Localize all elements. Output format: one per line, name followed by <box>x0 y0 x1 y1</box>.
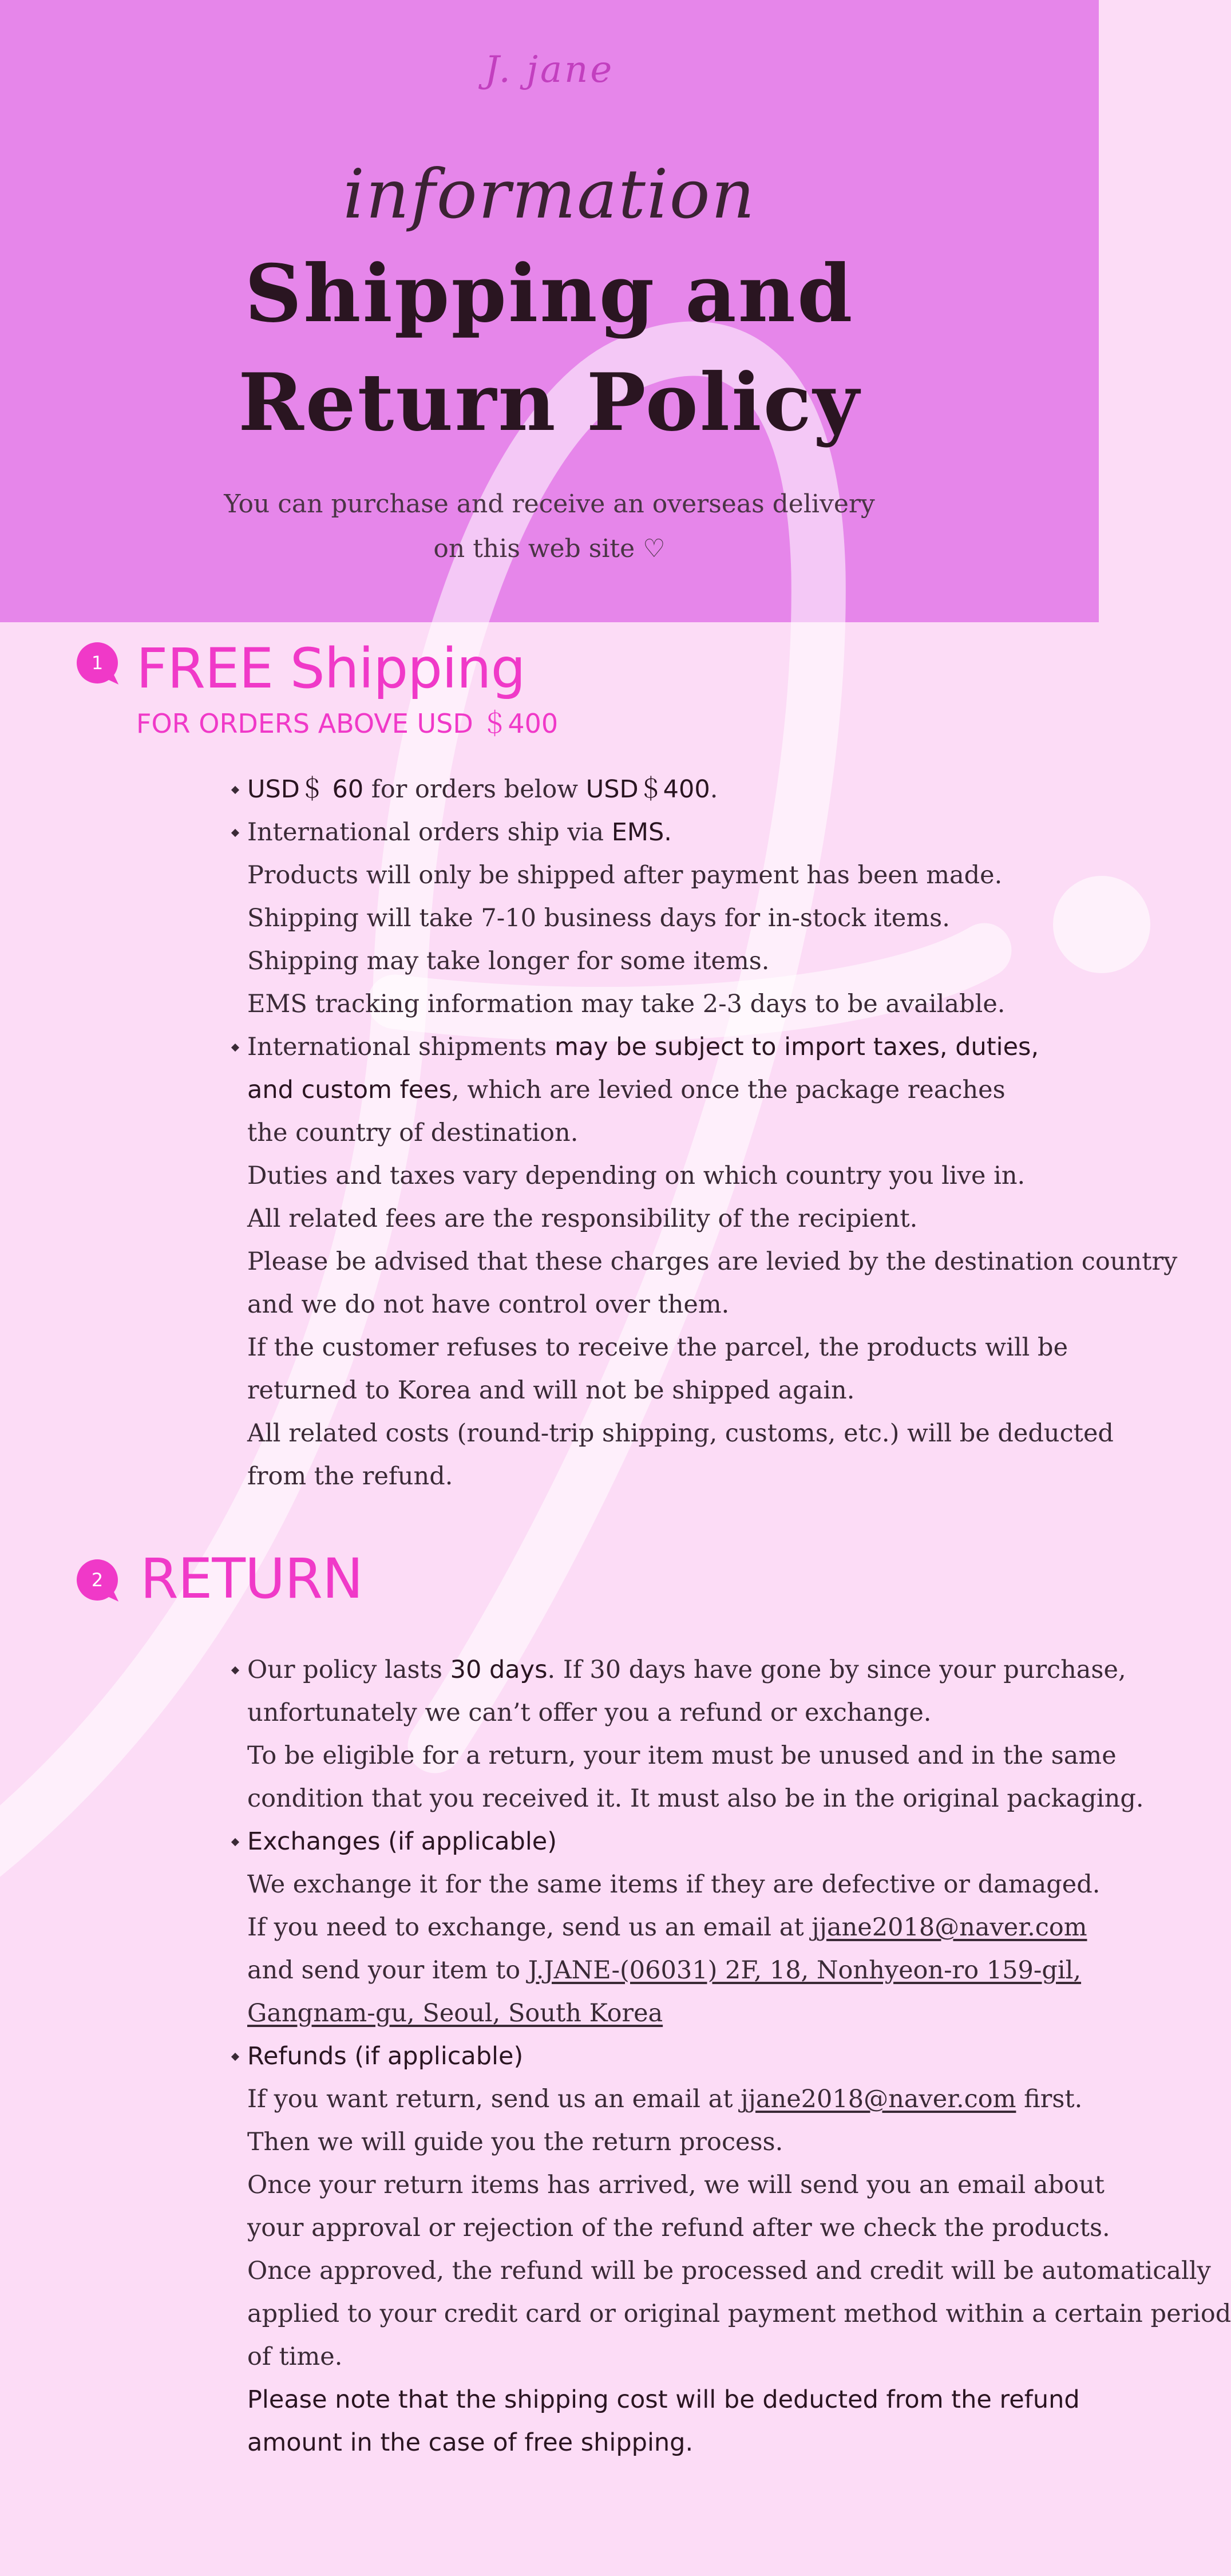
page-subtitle <box>0 482 1099 571</box>
brand-logo[interactable]: J. jane <box>484 49 615 91</box>
return-text-line: your approval or rejection of the refund after we check the products. <box>247 2214 1110 2242</box>
method-text: International orders ship via <box>247 818 612 847</box>
refund-email-link[interactable]: jjane2018@naver.com <box>741 2085 1016 2113</box>
shipping-text-line: All related fees are the responsibility of the recipient. <box>247 1204 918 1233</box>
refund-email-text: If you want return, send us an email at <box>247 2085 741 2113</box>
method-carrier: EMS. <box>611 818 672 847</box>
return-policy-item <box>247 1649 1126 1692</box>
shipping-text-line <box>247 1069 1006 1112</box>
fee-threshold: USD＄400 <box>585 775 710 804</box>
return-text-line <box>247 1992 663 2035</box>
shipping-section-subtitle: FOR ORDERS ABOVE USD ＄400 <box>136 708 559 739</box>
fees-text: , which are levied once the package reaches <box>452 1076 1006 1104</box>
shipping-text-line: Please be advised that these charges are levied by the destination country <box>247 1247 1178 1276</box>
section-number-badge: 1 <box>77 642 118 683</box>
exchange-address-text: and send your item to <box>247 1956 528 1985</box>
shipping-text-line: EMS tracking information may take 2-3 days to be available. <box>247 990 1006 1018</box>
taxes-text: International shipments <box>247 1033 555 1061</box>
exchanges-heading: Exchanges (if applicable) <box>247 1820 557 1863</box>
shipping-taxes-item <box>247 1026 1039 1069</box>
shipping-text-line: All related costs (round-trip shipping, customs, etc.) will be deducted <box>247 1419 1114 1448</box>
policy-days: 30 days <box>450 1656 548 1684</box>
return-text-line: Then we will guide you the return process. <box>247 2128 783 2156</box>
subtitle-line1: You can purchase and receive an overseas delivery <box>224 489 875 519</box>
return-section-title: RETURN <box>140 1547 363 1611</box>
shipping-text-line: If the customer refuses to receive the parcel, the products will be <box>247 1333 1068 1362</box>
return-text-line: Once approved, the refund will be processed and credit will be automatically <box>247 2257 1211 2285</box>
shipping-text-line: from the refund. <box>247 1462 453 1491</box>
shipping-text-line: the country of destination. <box>247 1119 579 1147</box>
return-text-line <box>247 1949 1081 1992</box>
fee-amount: USD＄ 60 <box>247 775 364 804</box>
section-number-badge: 2 <box>77 1559 118 1601</box>
return-text-line: To be eligible for a return, your item must be unused and in the same <box>247 1741 1117 1770</box>
shipping-text-line: Shipping may take longer for some items. <box>247 947 770 975</box>
taxes-emphasis: may be subject to import taxes, duties, <box>554 1033 1039 1061</box>
page-title-line2: Return Policy <box>238 355 861 449</box>
shipping-cost-note: Please note that the shipping cost will be deducted from the refund <box>247 2385 1080 2414</box>
fees-emphasis: and custom fees <box>247 1076 452 1104</box>
policy-text-cont: . If 30 days have gone by since your purchase, <box>547 1656 1126 1684</box>
page-title-line1: Shipping and <box>244 247 854 340</box>
shipping-text-line: Shipping will take 7-10 business days for in-stock items. <box>247 904 950 933</box>
return-text-line: condition that you received it. It must also be in the original packaging. <box>247 1784 1144 1813</box>
script-heading: information <box>343 155 756 234</box>
page-title <box>0 239 1099 457</box>
return-text-line: unfortunately we can’t offer you a refund or exchange. <box>247 1698 932 1727</box>
return-text-line: Once your return items has arrived, we will send you an email about <box>247 2171 1105 2199</box>
refunds-heading: Refunds (if applicable) <box>247 2035 523 2078</box>
shipping-text-line: and we do not have control over them. <box>247 1290 730 1319</box>
shipping-fee-item <box>247 768 718 811</box>
return-text-line <box>247 2078 1082 2121</box>
exchange-email-link[interactable]: jjane2018@naver.com <box>812 1913 1087 1942</box>
return-text-line: of time. <box>247 2342 343 2371</box>
shipping-text-line: Duties and taxes vary depending on which country you live in. <box>247 1161 1026 1190</box>
return-text-line <box>247 1906 1087 1949</box>
shipping-text-line: returned to Korea and will not be shipped again. <box>247 1376 855 1405</box>
shipping-method-item <box>247 811 672 854</box>
exchange-address-link-cont[interactable]: Gangnam-gu, Seoul, South Korea <box>247 1999 663 2028</box>
fee-period: . <box>710 775 718 804</box>
refund-email-text-end: first. <box>1016 2085 1083 2113</box>
exchange-email-text: If you need to exchange, send us an email at <box>247 1913 812 1942</box>
shipping-cost-note-cont: amount in the case of free shipping. <box>247 2428 694 2457</box>
policy-text: Our policy lasts <box>247 1656 450 1684</box>
return-text-line: We exchange it for the same items if they are defective or damaged. <box>247 1870 1101 1899</box>
shipping-section-title: FREE Shipping <box>136 637 525 701</box>
subtitle-line2: on this web site ♡ <box>433 534 666 563</box>
shipping-text-line: Products will only be shipped after payment has been made. <box>247 861 1003 890</box>
fee-text: for orders below <box>363 775 586 804</box>
return-text-line: applied to your credit card or original payment method within a certain period <box>247 2300 1231 2328</box>
exchange-address-link[interactable]: J.JANE-(06031) 2F, 18, Nonhyeon-ro 159-gil, <box>528 1956 1082 1985</box>
